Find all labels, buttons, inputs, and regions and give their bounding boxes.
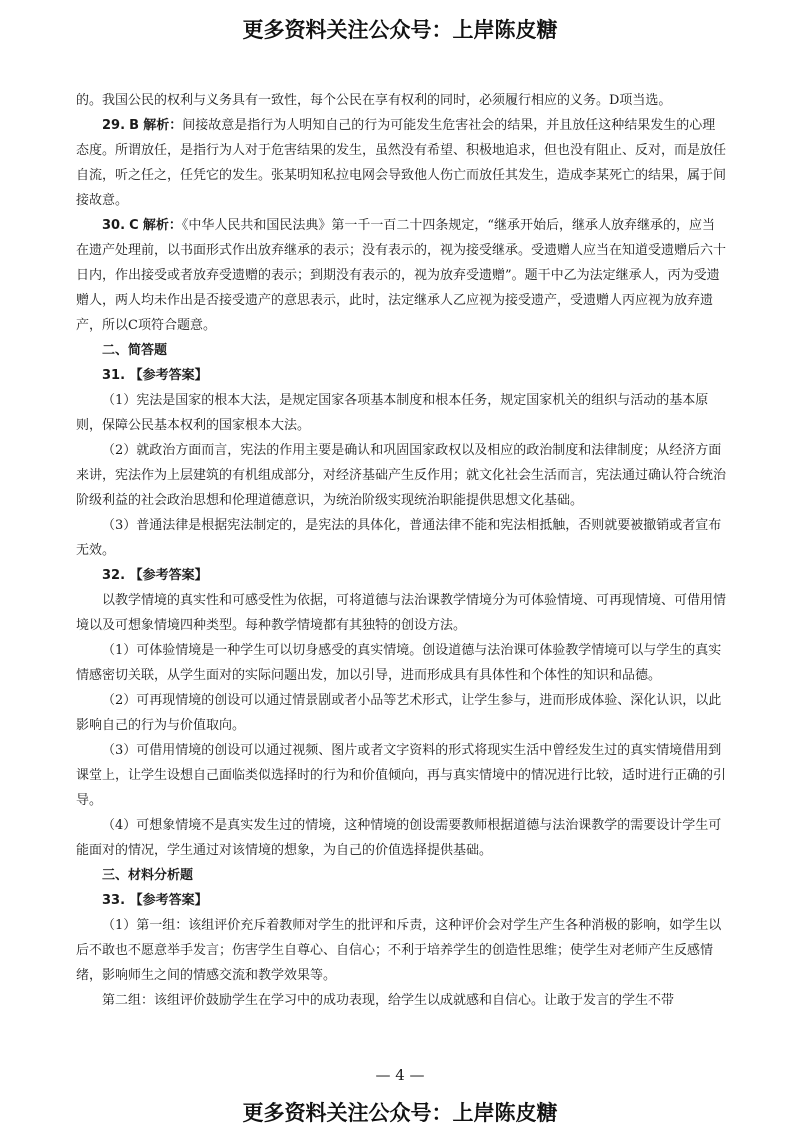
analysis-text: 间接故意是指行为人明知自己的行为可能发生危害社会的结果，并且放任这种结果发生的心理态度。所谓放任，是指行为人对于危害结果的发生，虽然没有希望、积极地追求，但也没有阻止、反对，而是放任自流，听之任之，任凭它的发生。张某明知私拉电网会导致他人伤亡而放任其发生，造成李某死亡的结果，属于间接故意。 bbox=[76, 118, 727, 208]
answer-33-item-2: 第二组：该组评价鼓励学生在学习中的成功表现，给学生以成就感和自信心。让敢于发言的学生不带 bbox=[102, 993, 675, 1008]
answer-30 bbox=[76, 213, 726, 338]
answer-31-item-1: （1）宪法是国家的根本大法，是规定国家各项基本制度和根本任务，规定国家机关的组织与活动的基本原则，保障公民基本权利的国家根本大法。 bbox=[76, 393, 709, 433]
section-heading-short-answer: 二、简答题 bbox=[102, 343, 168, 358]
analysis-text: 《中华人民共和国民法典》第一千一百二十四条规定，“继承开始后，继承人放弃继承的，应当在遗产处理前，以书面形式作出放弃继承的表示；没有表示的，视为接受继承。受遗赠人应当在知道受遗赠后六十日内，作出接受或者放弃受遗赠的表示；到期没有表示的，视为放弃受遗赠”。题干中乙为法定继承人，丙为受遗赠人，两人均未作出是否接受遗产的意思表示，此时，法定继承人乙应视为接受遗产，受遗赠人丙应视为放弃遗产，所以C项符合题意。 bbox=[76, 218, 727, 333]
question-number: 31. bbox=[102, 368, 126, 383]
answer-32-item-2: （2）可再现情境的创设可以通过情景剧或者小品等艺术形式，让学生参与，进而形成体验、深化认识，以此影响自己的行为与价值取向。 bbox=[76, 693, 722, 733]
answer-32-item-4: （4）可想象情境不是真实发生过的情境，这种情境的创设需要教师根据道德与法治课教学的需要设计学生可能面对的情况，学生通过对该情境的想象，为自己的价值选择提供基础。 bbox=[76, 818, 722, 858]
question-number: 29. bbox=[102, 118, 126, 133]
answer-32-item-3: （3）可借用情境的创设可以通过视频、图片或者文字资料的形式将现实生活中曾经发生过的真实情境借用到课堂上，让学生设想自己面临类似选择时的行为和价值倾向，再与真实情境中的情况进行比较，适时进行正确的引导。 bbox=[76, 743, 727, 808]
top-banner: 更多资料关注公众号：上岸陈皮糖 bbox=[242, 18, 558, 42]
reference-answer-label: 【参考答案】 bbox=[129, 893, 208, 908]
answer-choice: B bbox=[129, 118, 140, 133]
answer-32-heading bbox=[76, 563, 726, 588]
analysis-label: 解析： bbox=[142, 218, 182, 233]
answer-29 bbox=[76, 113, 726, 213]
section-heading-material-analysis: 三、材料分析题 bbox=[102, 868, 194, 883]
answer-33-item-1: （1）第一组：该组评价充斥着教师对学生的批评和斥责，这种评价会对学生产生各种消极的影响，如学生以后不敢也不愿意举手发言；伤害学生自尊心、自信心；不利于培养学生的创造性思维；使学生对老师产生反感情绪，影响师生之间的情感交流和教学效果等。 bbox=[76, 918, 722, 983]
reference-answer-label: 【参考答案】 bbox=[129, 568, 208, 583]
answer-31-item-2: （2）就政治方面而言，宪法的作用主要是确认和巩固国家政权以及相应的政治制度和法律制度；从经济方面来讲，宪法作为上层建筑的有机组成部分，对经济基础产生反作用；就文化社会生活而言，宪法通过确认符合统治阶级利益的社会政治思想和伦理道德意识，为统治阶级实现统治职能提供思想文化基础。 bbox=[76, 443, 727, 508]
answer-choice: C bbox=[129, 218, 139, 233]
analysis-label: 解析： bbox=[143, 118, 183, 133]
answer-32-intro: 以教学情境的真实性和可感受性为依据，可将道德与法治课教学情境分为可体验情境、可再现情境、可借用情境以及可想象情境四种类型。每种教学情境都有其独特的创设方法。 bbox=[76, 593, 727, 633]
bottom-banner: 更多资料关注公众号：上岸陈皮糖 bbox=[242, 1101, 558, 1125]
document-body bbox=[76, 88, 726, 1013]
question-number: 33. bbox=[102, 893, 126, 908]
reference-answer-label: 【参考答案】 bbox=[129, 368, 208, 383]
question-number: 30. bbox=[102, 218, 126, 233]
answer-33-heading bbox=[76, 888, 726, 913]
paragraph-continued: 的。我国公民的权利与义务具有一致性，每个公民在享有权利的同时，必须履行相应的义务。D项当选。 bbox=[76, 93, 672, 108]
answer-31-heading bbox=[76, 363, 726, 388]
page-number: — 4 — bbox=[375, 1066, 425, 1084]
answer-32-item-1: （1）可体验情境是一种学生可以切身感受的真实情境。创设道德与法治课可体验教学情境可以与学生的真实情感密切关联，从学生面对的实际问题出发，加以引导，进而形成具有具体性和个体性的知识和品德。 bbox=[76, 643, 722, 683]
question-number: 32. bbox=[102, 568, 126, 583]
answer-31-item-3: （3）普通法律是根据宪法制定的，是宪法的具体化，普通法律不能和宪法相抵触，否则就要被撤销或者宣布无效。 bbox=[76, 518, 722, 558]
